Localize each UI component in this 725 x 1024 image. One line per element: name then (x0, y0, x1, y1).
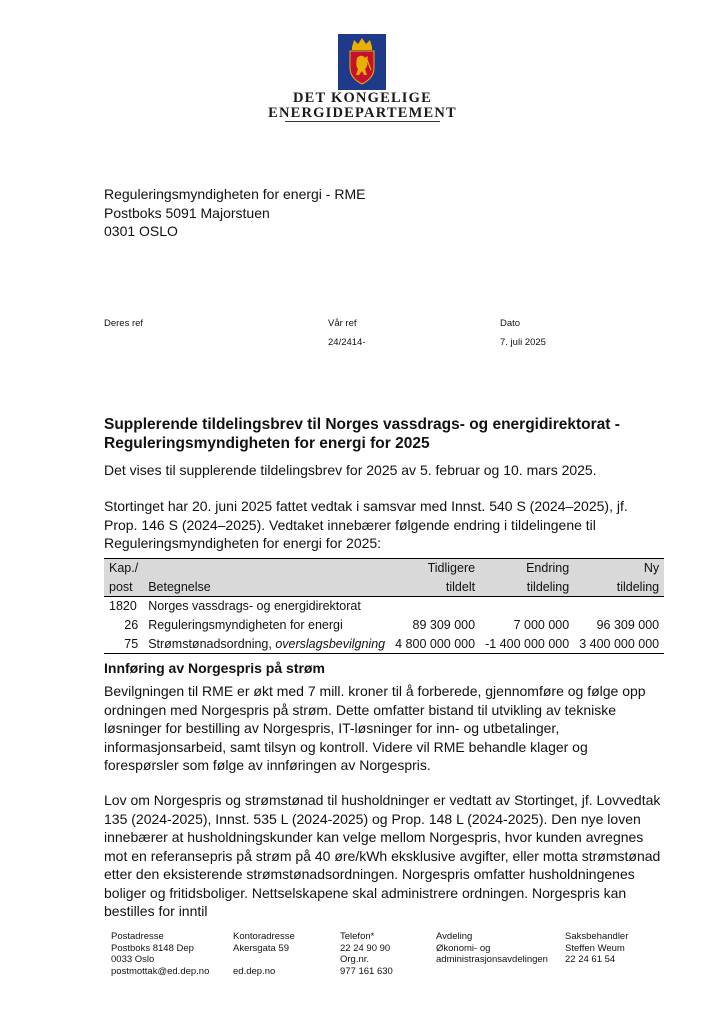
footer-case-officer (565, 931, 628, 966)
table-cell: 75 (104, 635, 143, 654)
table-cell: 7 000 000 (513, 618, 570, 632)
footer-text: Akersgata 59 (233, 942, 289, 954)
header-cell: post (104, 578, 143, 597)
footer-website: ed.dep.no (233, 965, 276, 977)
dato-value: 7. juli 2025 (500, 337, 546, 348)
header-cell: tildelt (390, 578, 480, 597)
table-cell: Reguleringsmyndigheten for energi (148, 618, 343, 632)
table-cell (480, 597, 574, 616)
footer-text: administrasjonsavdelingen (436, 954, 548, 965)
footer-office (233, 931, 295, 977)
table-cell (574, 597, 664, 616)
recipient-line-3: 0301 OSLO (104, 223, 178, 239)
header-cell: tildeling (480, 578, 574, 597)
law-paragraph: Lov om Norgespris og strømstønad til husholdninger er vedtatt av Stortinget, jf. Lovvedtak 135 (2024-2025), Innst. 535 L (2024-2025) og Prop. 148 L (2024-2025). Den nye loven innebærer at husholdningskunder kan velge mellom Norgespris, hvor kunden avregnes mot en referansepris på strøm på 40 øre/kWh eksklusive avgifter, eller motta strømstønad etter den eksisterende strømstønadsordningen. Norgespris omfatter husholdningenes boliger og fritidsboliger. Nettselskapene skal administrere ordningen. Norgespris kan bestilles for inntil (104, 792, 661, 919)
table-cell (143, 635, 390, 654)
footer-text: Økonomi- og (436, 942, 491, 954)
footer-text: Kontoradresse (233, 931, 295, 942)
recipient-line-1: Reguleringsmyndigheten for energi - RME (104, 186, 366, 202)
table-row (104, 635, 664, 654)
table-cell-text: Strømstønadsordning, (148, 636, 276, 651)
header-cell: tildeling (574, 578, 664, 597)
footer-department (436, 931, 548, 966)
footer-text: 22 24 61 54 (565, 954, 616, 965)
footer-text: Saksbehandler (565, 931, 629, 942)
table-cell: Norges vassdrags- og energidirektorat (148, 599, 361, 614)
header-cell: Endring (480, 559, 574, 578)
table-header-row (104, 559, 664, 578)
footer-text: Postboks 8148 Dep (111, 942, 194, 954)
header-cell: Betegnelse (143, 578, 390, 597)
header-cell: Kap./ (104, 559, 143, 578)
footer-text: 22 24 90 90 (340, 942, 391, 954)
table-cell: 1820 (109, 599, 137, 614)
decision-paragraph: Stortinget har 20. juni 2025 fattet vedtak i samsvar med Innst. 540 S (2024–2025), jf. Prop. 146 S (2024–2025). Vedtaket innebærer følgende endring i tildelingene til Reguleringsmyndigheten for energi for 2025: (104, 498, 628, 551)
table-cell-italic: overslagsbevilgning (275, 636, 386, 651)
footer-text: Steffen Weum (565, 942, 625, 954)
header-cell: Ny (574, 559, 664, 578)
section-heading: Innføring av Norgespris på strøm (104, 660, 325, 676)
table-cell: 89 309 000 (412, 618, 476, 632)
footer-phone (340, 931, 393, 977)
table-cell (390, 597, 480, 616)
table-cell: 3 400 000 000 (574, 635, 664, 654)
allocation-table (104, 558, 664, 654)
footer-text: Org.nr. (340, 954, 370, 965)
coat-of-arms-logo (338, 34, 386, 90)
letterhead-line2: ENERGIDEPARTEMENT (268, 105, 457, 121)
footer-text: 977 161 630 (340, 965, 393, 977)
footer-text (233, 954, 295, 966)
footer-email: postmottak@ed.dep.no (111, 965, 210, 977)
intro-paragraph: Det vises til supplerende tildelingsbrev for 2025 av 5. februar og 10. mars 2025. (104, 462, 597, 478)
table-row (104, 597, 664, 616)
recipient-line-2: Postboks 5091 Majorstuen (104, 205, 270, 221)
footer-text: 0033 Oslo (111, 954, 155, 965)
letterhead-line1: DET KONGELIGE (292, 90, 433, 106)
table-cell: -1 400 000 000 (480, 635, 574, 654)
table-header-row (104, 578, 664, 597)
footer-text: Avdeling (436, 931, 473, 942)
norgespris-paragraph: Bevilgningen til RME er økt med 7 mill. kroner til å forberede, gjennomføre og følge opp ordningen med Norgespris på strøm. Dette omfatter bistand til utvikling av tekniske løsninger for bestilling av Norgespris, IT-løsninger for inn- og utbetalinger, informasjonsarbeid, samt tilsyn og kontroll. Videre vil RME behandle klager og forespørsler som følge av innføringen av Norgespris. (104, 683, 646, 773)
deres-ref-label: Deres ref (104, 318, 144, 329)
footer-text: Postadresse (111, 931, 164, 942)
table-cell: 4 800 000 000 (390, 635, 480, 654)
table-cell: 96 309 000 (596, 618, 660, 632)
table-cell: 26 (124, 618, 139, 632)
footer-text: Telefon* (340, 931, 375, 942)
table-row (104, 616, 664, 635)
var-ref-label: Vår ref (328, 318, 357, 329)
dato-label: Dato (500, 318, 521, 329)
header-cell (143, 559, 390, 578)
footer-postal (111, 931, 209, 977)
var-ref-value: 24/2414- (328, 337, 366, 348)
letterhead-divider (285, 121, 440, 122)
letter-title: Supplerende tildelingsbrev til Norges vassdrags- og energidirektorat - Reguleringsmyndigheten for energi for 2025 (104, 416, 620, 452)
header-cell: Tidligere (390, 559, 480, 578)
